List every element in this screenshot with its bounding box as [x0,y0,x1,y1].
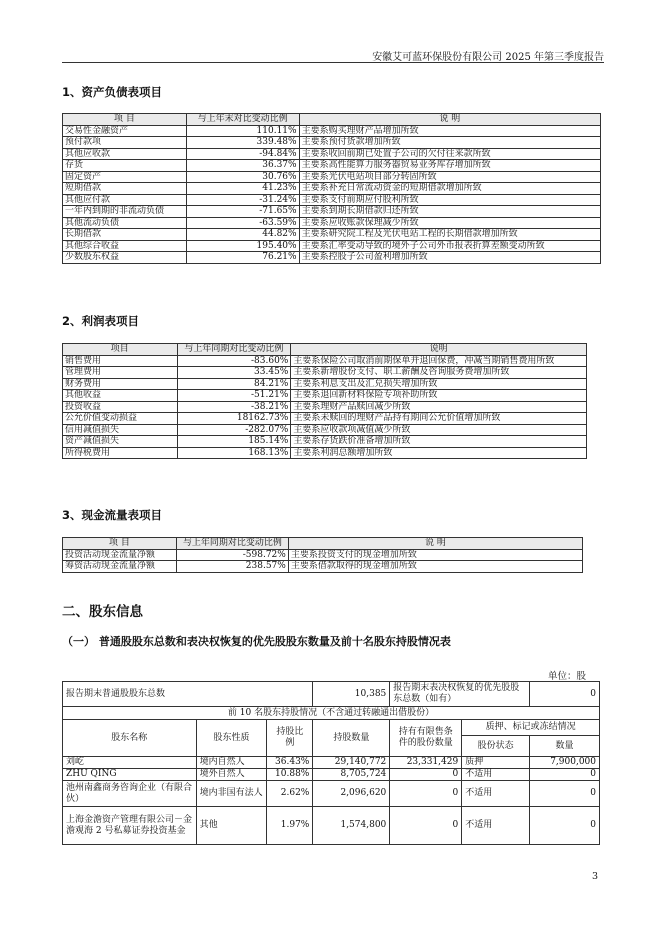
section-cash-flow-title: 3、现金流量表项目 [62,508,163,522]
shareholder-nature: 境内自然人 [196,757,267,769]
table-row [63,436,587,448]
description-cell: 主要系利润总额增加所致 [291,447,587,459]
shareholder-name: 池州南鑫商务咨询企业（有限合伙） [63,781,197,807]
col-header-desc: 说 明 [288,538,582,550]
balance-sheet-table [62,113,601,264]
table-row [63,194,601,206]
shareholder-status: 质押 [462,757,530,769]
shareholder-status: 不适用 [462,781,530,807]
ratio-cell: -38.21% [177,401,291,413]
table-row [63,413,587,425]
col-header-pledge: 质押、标记或冻结情况 [462,720,600,736]
table-header-row [63,538,583,550]
ratio-cell: -94.84% [186,148,299,160]
table-row [63,757,600,769]
shareholder-total-row [63,682,600,707]
table-row [63,171,601,183]
description-cell: 主要系控股子公司盈利增加所致 [299,252,600,264]
item-cell: 公允价值变动损益 [63,413,178,425]
col-header-ratio: 与上年同期对比变动比例 [177,344,291,356]
table-row [63,160,601,172]
description-cell: 主要系未赎回的理财产品持有期间公允价值增加所致 [291,413,587,425]
ratio-cell: 41.23% [186,183,299,195]
item-cell: 销售费用 [63,355,178,367]
col-header-item: 项 目 [63,538,177,550]
ratio-cell: -51.21% [177,390,291,402]
description-cell: 主要系汇率变动导致的境外子公司外币报表折算差额变动所致 [299,240,600,252]
table-row [63,206,601,218]
description-cell: 主要系退回新材料保险专项补助所致 [291,390,587,402]
item-cell: 其他应收款 [63,148,187,160]
total-shareholders-label: 报告期末普通股股东总数 [63,682,313,707]
description-cell: 主要系投资支付的现金增加所致 [288,549,582,561]
shareholder-amount: 2,096,620 [313,781,390,807]
shareholder-name: 上海金澹资产管理有限公司－金澹观海 2 号私募证券投资基金 [63,807,197,845]
shareholder-nature: 境外自然人 [196,769,267,781]
total-shareholders-value: 10,385 [313,682,390,707]
ratio-cell: 30.76% [186,171,299,183]
table-row [63,355,587,367]
table-row [63,183,601,195]
shareholder-status: 不适用 [462,769,530,781]
description-cell: 主要系新增股份支付、职工薪酬及咨询服务费增加所致 [291,367,587,379]
cash-flow-table [62,537,583,573]
col-header-pledge-status: 股份状态 [462,736,530,757]
ratio-cell: 339.48% [186,137,299,149]
table-row [63,424,587,436]
table-row [63,137,601,149]
description-cell: 主要系应收款项减值减少所致 [291,424,587,436]
shareholder-restricted: 0 [390,781,462,807]
ratio-cell: -63.59% [186,217,299,229]
table-row [63,148,601,160]
shareholder-qty: 0 [530,769,600,781]
table-row [63,401,587,413]
shareholder-name: 刘屹 [63,757,197,769]
description-cell: 主要系应收账款保理减少所致 [299,217,600,229]
table-row [63,807,600,845]
ratio-cell: 18162.73% [177,413,291,425]
col-header-nature: 股东性质 [196,720,267,757]
description-cell: 主要系高性能算力服务器贸易业务库存增加所致 [299,160,600,172]
shareholder-amount: 8,705,724 [313,769,390,781]
item-cell: 其他综合收益 [63,240,187,252]
table-header-row [63,114,601,126]
preferred-shareholders-label: 报告期末表决权恢复的优先股股东总数（如有） [390,682,530,707]
item-cell: 存货 [63,160,187,172]
shareholder-name: ZHU QING [63,769,197,781]
col-header-pledge-qty: 数量 [530,736,600,757]
table-row [63,240,601,252]
shareholder-nature: 境内非国有法人 [196,781,267,807]
ratio-cell: 110.11% [186,125,299,137]
table-row [63,229,601,241]
ratio-cell: 36.37% [186,160,299,172]
description-cell: 主要系支付前期应付股利所致 [299,194,600,206]
description-cell: 主要系到期长期借款归还所致 [299,206,600,218]
description-cell: 主要系理财产品赎回减少所致 [291,401,587,413]
page-number: 3 [591,871,598,882]
description-cell: 主要系研究院工程及光伏电站工程的长期借款增加所致 [299,229,600,241]
shareholder-amount: 1,574,800 [313,807,390,845]
item-cell: 信用减值损失 [63,424,178,436]
shareholder-restricted: 23,331,429 [390,757,462,769]
item-cell: 资产减值损失 [63,436,178,448]
item-cell: 其他流动负债 [63,217,187,229]
shareholder-ratio: 36.43% [267,757,313,769]
item-cell: 其他应付款 [63,194,187,206]
ratio-cell: -71.65% [186,206,299,218]
page-header: 安徽艾可蓝环保股份有限公司 2025 年第三季度报告 [372,52,604,63]
item-cell: 管理费用 [63,367,178,379]
shareholder-ratio: 10.88% [267,769,313,781]
ratio-cell: -83.60% [177,355,291,367]
shareholder-nature: 其他 [196,807,267,845]
col-header-restricted: 持有有限售条件的股份数量 [390,720,462,757]
col-header-desc: 说明 [291,344,587,356]
ratio-cell: 84.21% [177,378,291,390]
item-cell: 少数股东权益 [63,252,187,264]
ratio-cell: 238.57% [176,561,288,573]
item-cell: 筹资活动现金流量净额 [63,561,177,573]
table-row [63,217,601,229]
item-cell: 其他收益 [63,390,178,402]
col-header-item: 项 目 [63,114,187,126]
col-header-desc: 说 明 [299,114,600,126]
table-row [63,549,583,561]
description-cell: 主要系预付货款增加所致 [299,137,600,149]
item-cell: 一年内到期的非流动负债 [63,206,187,218]
col-header-ratio: 与上年同期对比变动比例 [176,538,288,550]
description-cell: 主要系保险公司取消前期保单并退回保费，冲减当期销售费用所致 [291,355,587,367]
description-cell: 主要系购买理财产品增加所致 [299,125,600,137]
table-row [63,378,587,390]
ratio-cell: 168.13% [177,447,291,459]
ratio-cell: -598.72% [176,549,288,561]
description-cell: 主要系收回前期已处置子公司的欠付往来款所致 [299,148,600,160]
table-row [63,367,587,379]
item-cell: 财务费用 [63,378,178,390]
table-row [63,447,587,459]
unit-label: 单位：股 [547,671,586,682]
top10-title-row [63,707,600,720]
table-row [63,561,583,573]
shareholder-section-title: 二、股东信息 [62,604,143,620]
table-row [63,252,601,264]
item-cell: 短期借款 [63,183,187,195]
shareholder-subsection-title: （一） 普通股股东总数和表决权恢复的优先股股东数量及前十名股东持股情况表 [62,635,451,648]
shareholder-ratio: 2.62% [267,781,313,807]
shareholder-amount: 29,140,772 [313,757,390,769]
item-cell: 预付款项 [63,137,187,149]
ratio-cell: -282.07% [177,424,291,436]
description-cell: 主要系利息支出及汇兑损失增加所致 [291,378,587,390]
description-cell: 主要系借款取得的现金增加所致 [288,561,582,573]
ratio-cell: 195.40% [186,240,299,252]
table-row [63,781,600,807]
ratio-cell: 76.21% [186,252,299,264]
description-cell: 主要系存货跌价准备增加所致 [291,436,587,448]
ratio-cell: 185.14% [177,436,291,448]
col-header-item: 项目 [63,344,178,356]
top10-title: 前 10 名股东持股情况（不含通过转融通出借股份） [63,707,600,720]
shareholders-table [62,681,600,845]
col-header-ratio: 与上年末对比变动比例 [186,114,299,126]
table-row [63,769,600,781]
item-cell: 投资收益 [63,401,178,413]
shareholder-ratio: 1.97% [267,807,313,845]
section-balance-sheet-title: 1、资产负债表项目 [62,85,163,99]
header-divider [62,62,604,63]
ratio-cell: -31.24% [186,194,299,206]
section-income-statement-title: 2、利润表项目 [62,314,140,328]
description-cell: 主要系光伏电站项目部分转固所致 [299,171,600,183]
item-cell: 长期借款 [63,229,187,241]
col-header-amount: 持股数量 [313,720,390,757]
table-header-row [63,344,587,356]
table-row [63,390,587,402]
item-cell: 固定资产 [63,171,187,183]
shareholder-qty: 0 [530,781,600,807]
shareholder-restricted: 0 [390,769,462,781]
preferred-shareholders-value: 0 [530,682,600,707]
col-header-name: 股东名称 [63,720,197,757]
item-cell: 交易性金融资产 [63,125,187,137]
item-cell: 所得税费用 [63,447,178,459]
income-statement-table [62,343,587,459]
shareholder-qty: 0 [530,807,600,845]
item-cell: 投资活动现金流量净额 [63,549,177,561]
description-cell: 主要系补充日常流动资金的短期借款增加所致 [299,183,600,195]
ratio-cell: 44.82% [186,229,299,241]
ratio-cell: 33.45% [177,367,291,379]
shareholder-status: 不适用 [462,807,530,845]
shareholder-header-row [63,720,600,736]
table-row [63,125,601,137]
col-header-ratio: 持股比例 [267,720,313,757]
shareholder-restricted: 0 [390,807,462,845]
shareholder-qty: 7,900,000 [530,757,600,769]
